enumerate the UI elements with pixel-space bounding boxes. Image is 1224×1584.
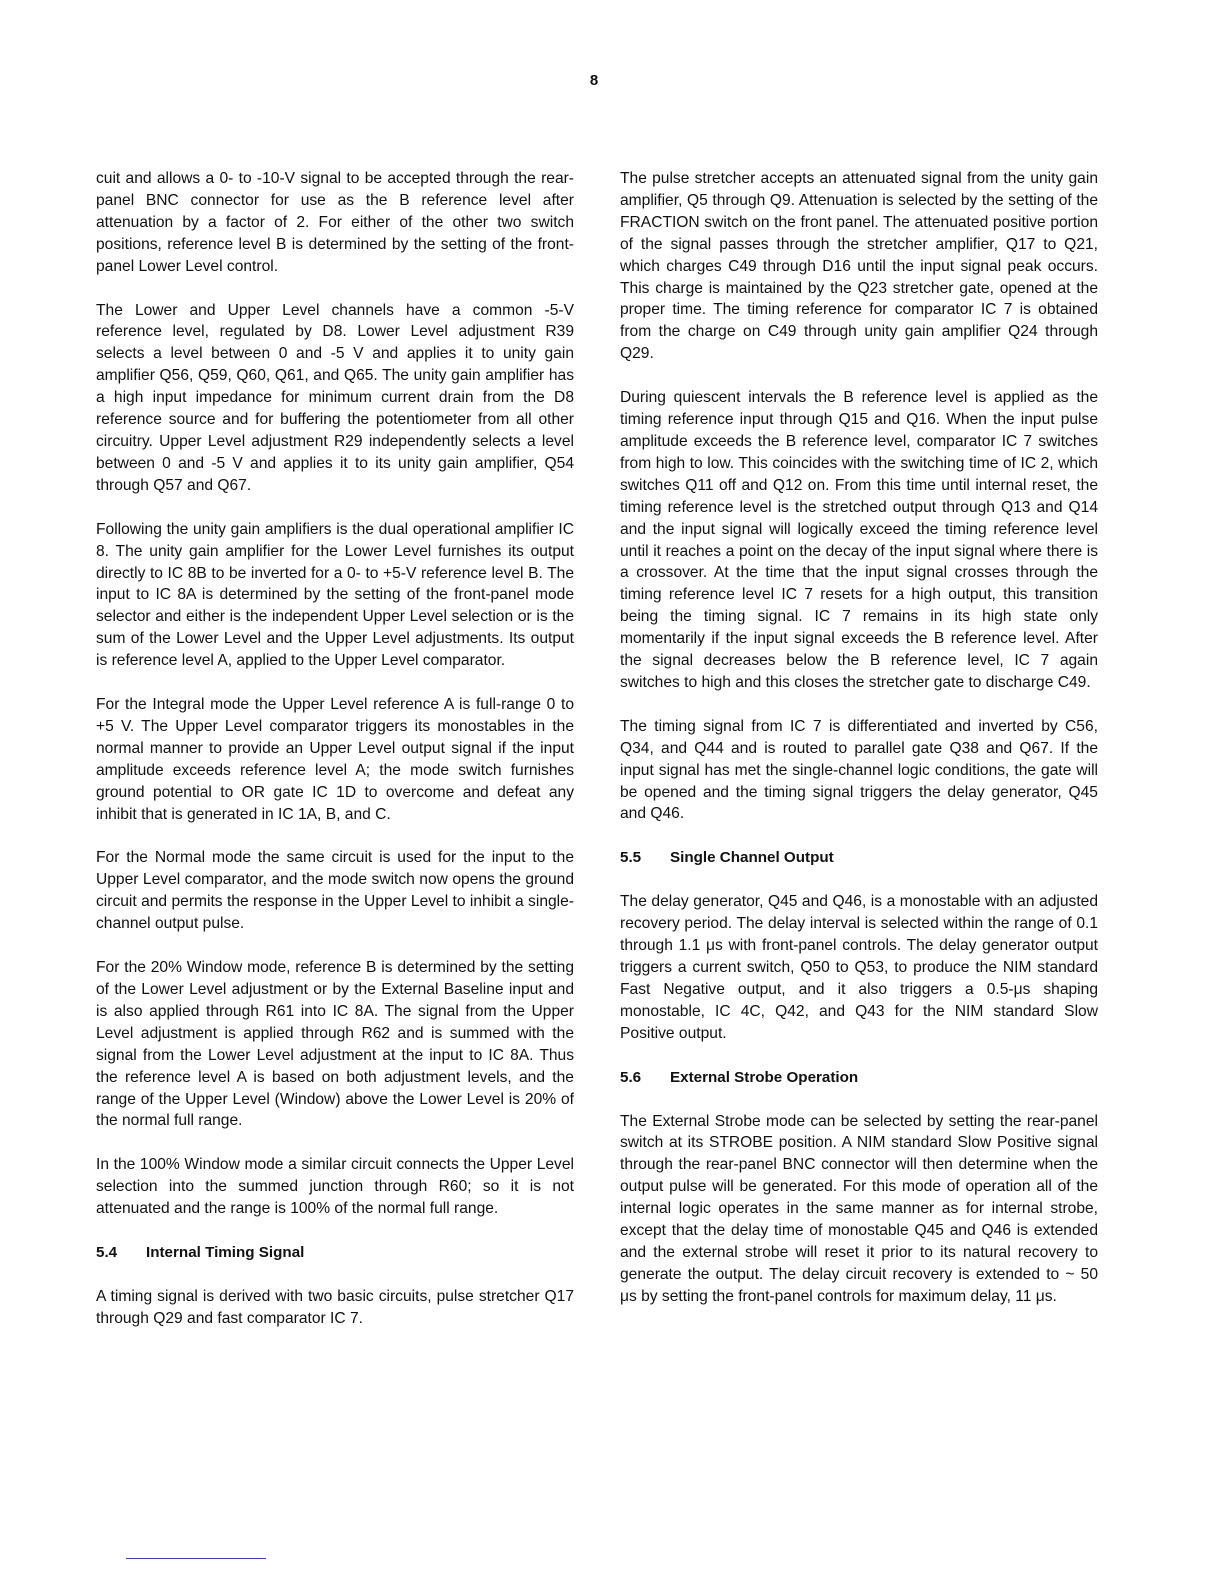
section-title: Internal Timing Signal [146,1244,305,1262]
paragraph: During quiescent intervals the B reference level is applied as the timing reference input through Q15 and Q16. When the input pulse amplitude exceeds the B reference level, comparator IC 7 switches from high to low. This coincides with the switching time of IC 2, which switches Q11 off and Q12 on. From this time until internal reset, the timing reference level is the stretched output through Q13 and Q14 and the input signal will logically exceed the timing reference level until it reaches a point on the decay of the input signal where there is a crossover. At the time that the input signal crosses through the timing reference level IC 7 resets for a high output, this transition being the timing signal. IC 7 remains in its high state only momentarily if the input signal exceeds the B reference level. After the signal decreases below the B reference level, IC 7 again switches to high and this closes the stretcher gate to discharge C49. [620,389,1098,691]
section-number: 5.6 [620,1068,642,1086]
section-title: Single Channel Output [670,849,834,867]
paragraph: Following the unity gain amplifiers is the dual operational amplifier IC 8. The unity gain amplifier for the Lower Level furnishes its output directly to IC 8B to be inverted for a 0- to +5-V reference level B. The input to IC 8A is determined by the setting of the front-panel mode selector and either is the independent Upper Level selection or is the sum of the Lower Level and the Upper Level adjustments. Its output is reference level A, applied to the Upper Level comparator. [96,520,574,670]
section-title: External Strobe Operation [670,1068,859,1086]
paragraph: cuit and allows a 0- to -10-V signal to be accepted through the rear-panel BNC connector for use as the B reference level after attenuation by a factor of 2. For either of the other two switch positions, reference level B is determined by the setting of the front-panel Lower Level control. [96,170,574,275]
left-column [96,168,574,1352]
section-heading [620,1067,1098,1089]
paragraph: The Lower and Upper Level channels have a common -5-V reference level, regulated by D8. Lower Level adjustment R39 selects a level between 0 and -5 V and applies it to unity gain amplifier Q56, Q59, Q60, Q61, and Q65. The unity gain amplifier has a high input impedance for minimum current drain from the D8 reference source and for buffering the potentiometer from all other circuitry. Upper Level adjustment R29 independently selects a level between 0 and -5 V and applies it to its unity gain amplifier, Q54 through Q57 and Q67. [96,301,574,494]
paragraph: A timing signal is derived with two basic circuits, pulse stretcher Q17 through Q29 and fast comparator IC 7. [96,1287,574,1327]
paragraph: In the 100% Window mode a similar circuit connects the Upper Level selection into the summed junction through R60; so it is not attenuated and the range is 100% of the normal full range. [96,1156,574,1218]
paragraph: For the Normal mode the same circuit is used for the input to the Upper Level comparator, and the mode switch now opens the ground circuit and permits the response in the Upper Level to inhibit a single-channel output pulse. [96,849,574,933]
page-number: 8 [589,72,599,89]
paragraph: The timing signal from IC 7 is differentiated and inverted by C56, Q34, and Q44 and is routed to parallel gate Q38 and Q67. If the input signal has met the single-channel logic conditions, the gate will be opened and the timing signal triggers the delay generator, Q45 and Q46. [620,717,1098,823]
paragraph: The delay generator, Q45 and Q46, is a monostable with an adjusted recovery period. The delay interval is selected within the range of 0.1 through 1.1 μs with front-panel controls. The delay generator output triggers a current switch, Q50 to Q53, to produce the NIM standard Fast Negative output, and it also triggers a 0.5-μs shaping monostable, IC 4C, Q42, and Q43 for the NIM standard Slow Positive output. [620,893,1098,1042]
paragraph: For the Integral mode the Upper Level reference A is full-range 0 to +5 V. The Upper Level comparator triggers its monostables in the normal manner to provide an Upper Level output signal if the input amplitude exceeds reference level A; the mode switch furnishes ground potential to OR gate IC 1D to overcome and defeat any inhibit that is generated in IC 1A, B, and C. [96,696,574,823]
paragraph: The External Strobe mode can be selected by setting the rear-panel switch at its STROBE position. A NIM standard Slow Positive signal through the rear-panel BNC connector will then determine when the output pulse will be generated. For this mode of operation all of the internal logic operates in the same manner as for internal strobe, except that the delay time of monostable Q45 and Q46 is extended and the external strobe will reset it prior to its natural recovery to generate the output. The delay circuit recovery is extended to ~ 50 μs by setting the front-panel controls for maximum delay, 11 μs. [620,1112,1098,1305]
section-number: 5.4 [96,1244,118,1262]
section-heading [620,847,1098,869]
right-column [620,168,1098,1330]
paragraph: For the 20% Window mode, reference B is determined by the setting of the Lower Level adjustment or by the External Baseline input and is also applied through R61 into IC 8A. The signal from the Upper Level adjustment is applied through R62 and is summed with the signal from the Lower Level adjustment at the input to IC 8A. Thus the reference level A is based on both adjustment levels, and the range of the Upper Level (Window) above the Lower Level is 20% of the normal full range. [96,959,574,1130]
footnote-rule [126,1558,266,1559]
paragraph: The pulse stretcher accepts an attenuated signal from the unity gain amplifier, Q5 through Q9. Attenuation is selected by the setting of the FRACTION switch on the front panel. The attenuated positive portion of the signal passes through the stretcher amplifier, Q17 to Q21, which charges C49 through D16 until the input signal peak occurs. This charge is maintained by the Q23 stretcher gate, opened at the proper time. The timing reference for comparator IC 7 is obtained from the charge on C49 through unity gain amplifier Q24 through Q29. [620,170,1098,363]
section-number: 5.5 [620,849,642,867]
section-heading [96,1242,574,1264]
